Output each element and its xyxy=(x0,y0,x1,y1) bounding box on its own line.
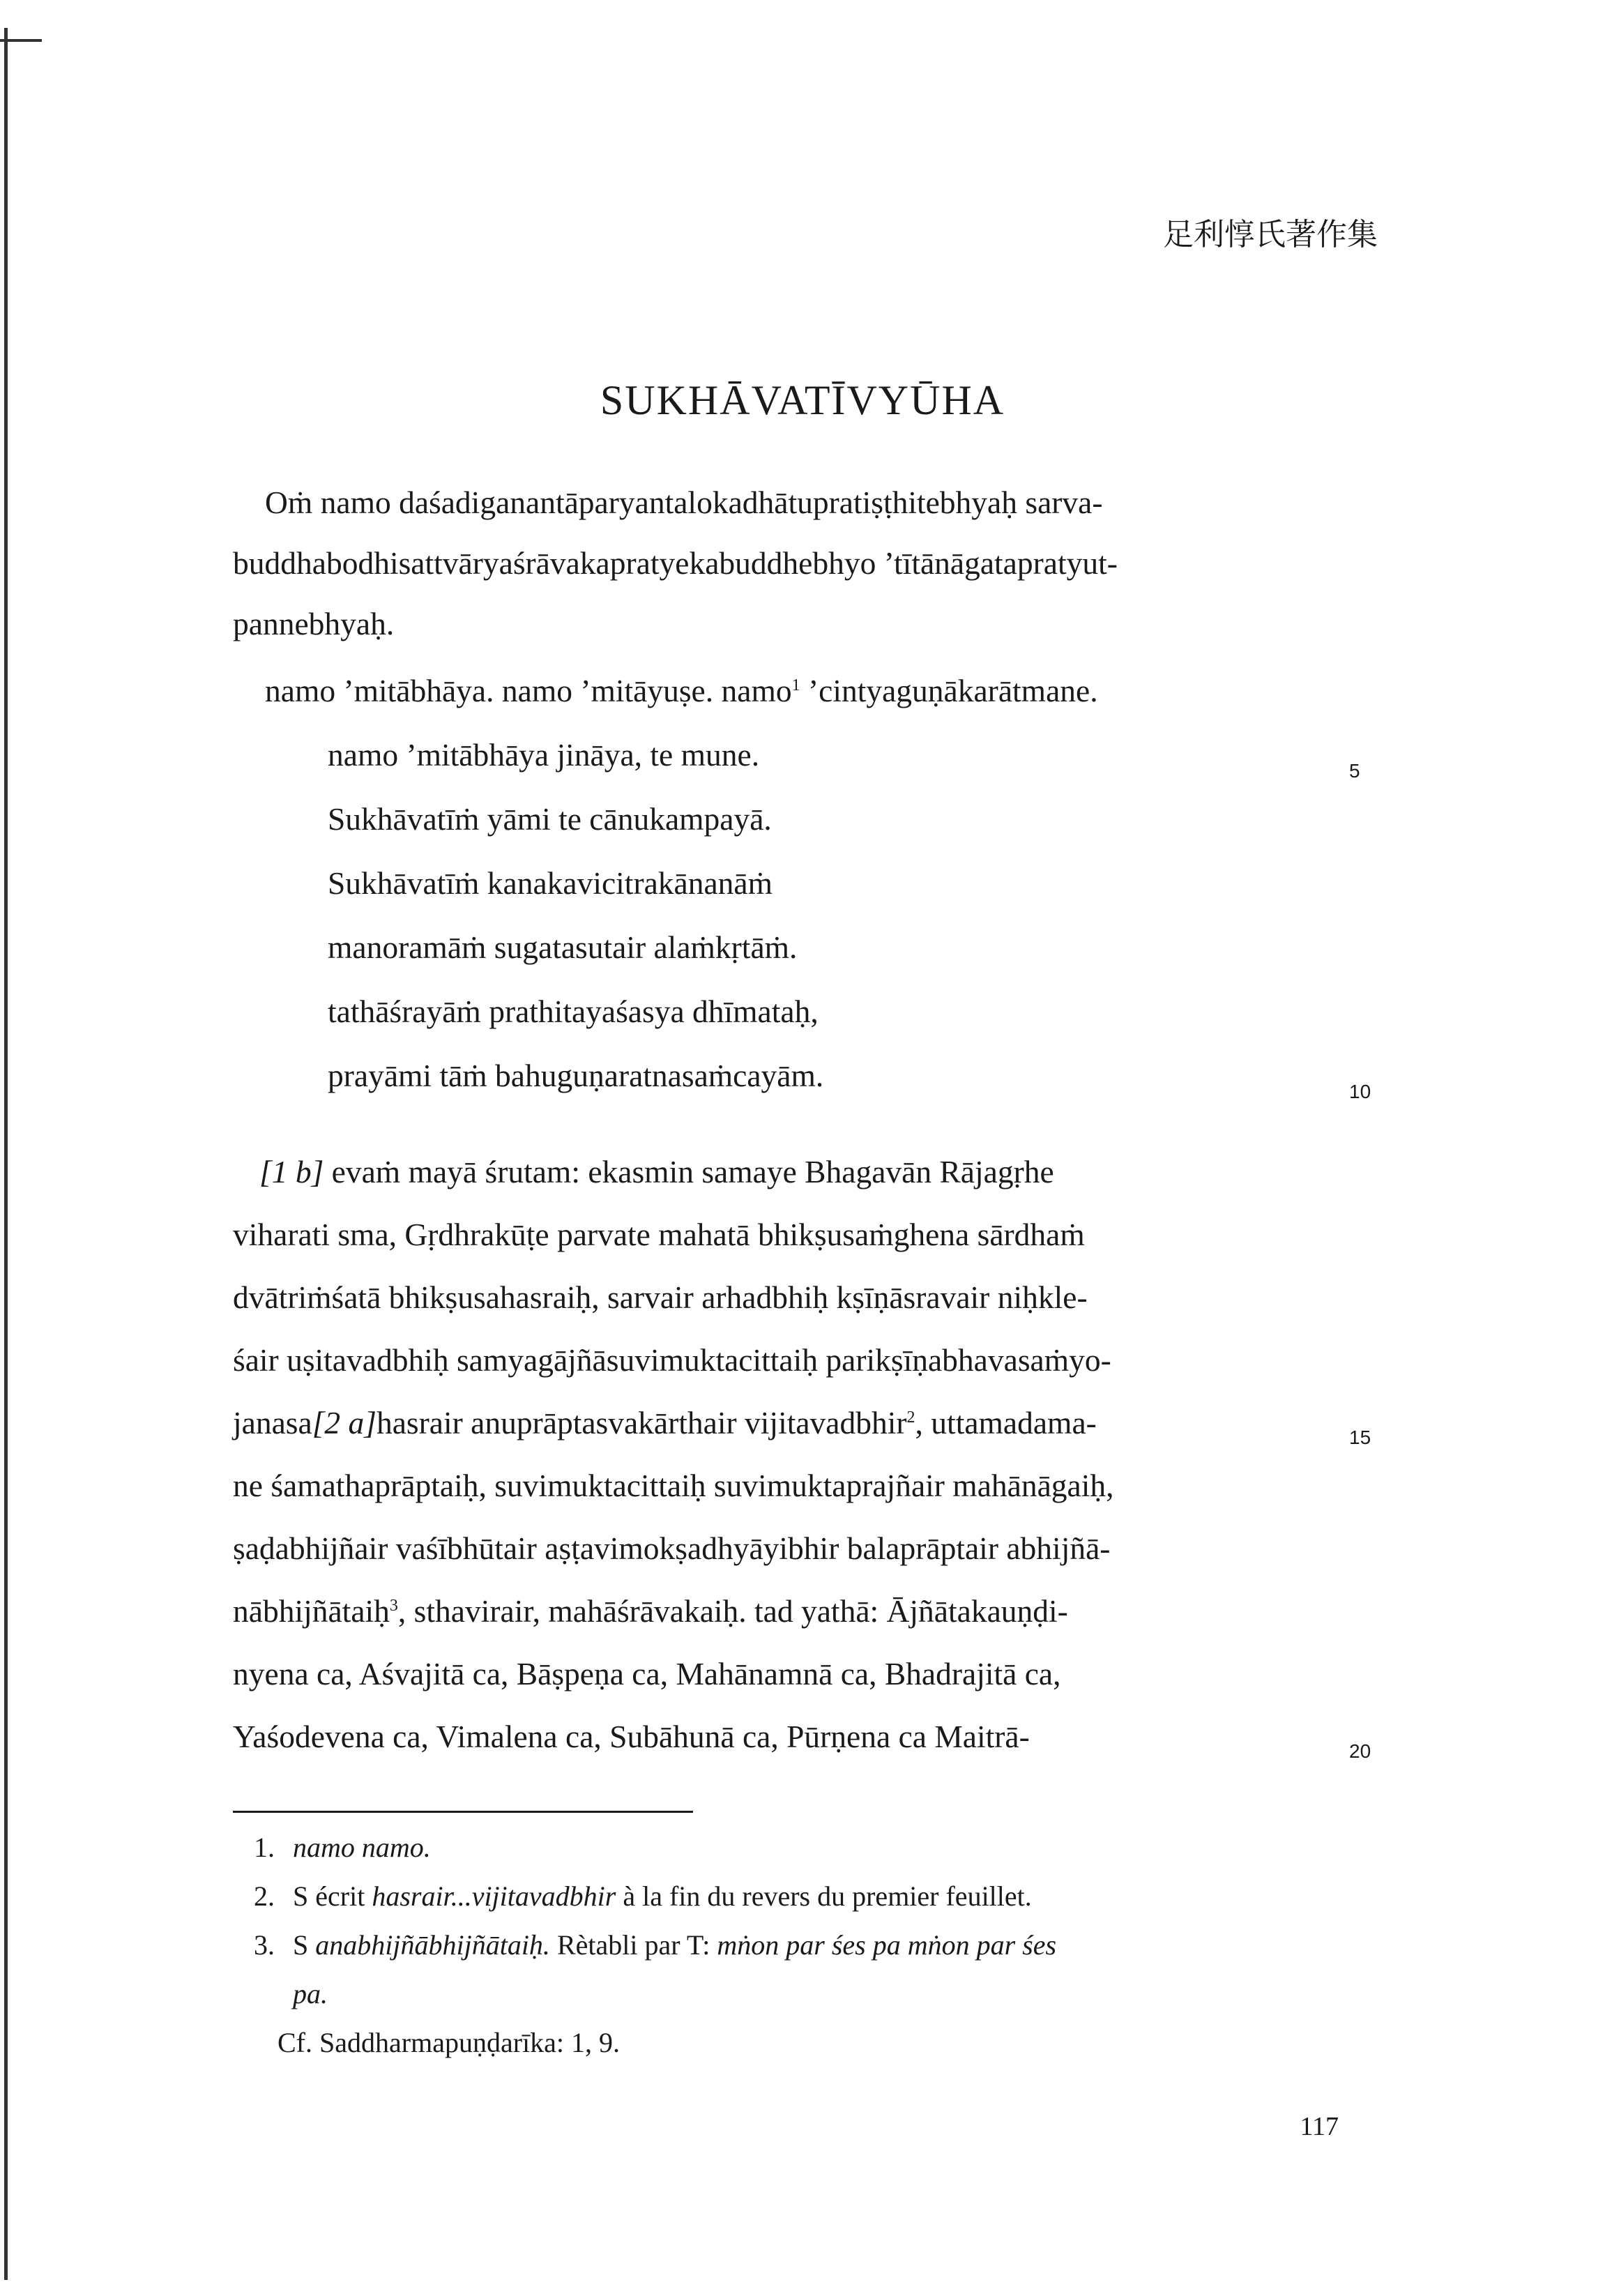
line-number: 15 xyxy=(1349,1427,1371,1448)
page-binding-edge xyxy=(4,28,8,2280)
footnote-cf: Cf. Saddharmapuṇḍarīka: 1, 9. xyxy=(277,2027,620,2058)
footnote-marker: 2 xyxy=(906,1408,915,1427)
text-line: Oṁ namo daśadiganantāparyantalokadhātupratiṣṭhitebhyaḥ sarva- xyxy=(265,485,1103,520)
text-line: nābhijñātaiḥ$^3$, sthavirair, mahāśrāvakaiḥ. tad yathā: Ājñātakauṇḍi- xyxy=(233,1593,1068,1629)
text-line: viharati sma, Gṛdhrakūṭe parvate mahatā bhikṣusaṁghena sārdhaṁ xyxy=(233,1217,1085,1252)
footnote-separator xyxy=(233,1811,693,1813)
text-line: pannebhyaḥ. xyxy=(233,606,395,641)
text-line: buddhabodhisattvāryaśrāvakapratyekabuddhebhyo ’tītānāgatapratyut- xyxy=(233,545,1118,581)
verse-line: tathāśrayāṁ prathitayaśasya dhīmataḥ, xyxy=(328,994,819,1029)
footnote-continuation: pa. xyxy=(293,1978,328,2009)
verse-line: namo ’mitābhāya jināya, te mune. xyxy=(328,737,760,773)
footnote-marker: 3 xyxy=(389,1596,398,1615)
verse-line: manoramāṁ sugatasutair alaṁkṛtāṁ. xyxy=(328,929,798,965)
folio-reference: [2 a] xyxy=(312,1405,376,1440)
page-title: SUKHĀVATĪVYŪHA xyxy=(600,377,1005,423)
footnote-marker: 1 xyxy=(791,676,800,694)
footnote: 2. S écrit hasrair...vijitavadbhir à la fin du revers du premier feuillet. xyxy=(254,1880,1032,1912)
binding-mark xyxy=(0,39,42,42)
text-line: Yaśodevena ca, Vimalena ca, Subāhunā ca, Pūrṇena ca Maitrā- xyxy=(233,1719,1030,1754)
running-header: 足利惇氏著作集 xyxy=(1163,217,1378,252)
text-line: śair uṣitavadbhiḥ samyagājñāsuvimuktacittaiḥ parikṣīṇabhavasaṁyo- xyxy=(233,1342,1111,1378)
folio-reference: [1 b] xyxy=(259,1154,324,1189)
text-line: dvātriṁśatā bhikṣusahasraiḥ, sarvair arhadbhiḥ kṣīṇāsravair niḥkle- xyxy=(233,1279,1088,1315)
text-line: janasa[2 a]hasrair anuprāptasvakārthair vijitavadbhir$^2$, uttamadama- xyxy=(233,1405,1097,1440)
line-number: 20 xyxy=(1349,1740,1371,1762)
footnote: 3. S anabhijñābhijñātaiḥ. Rètabli par T: mṅon par śes pa mṅon par śes xyxy=(254,1929,1057,1961)
text-line: ne śamathaprāptaiḥ, suvimuktacittaiḥ suvimuktaprajñair mahānāgaiḥ, xyxy=(233,1468,1114,1503)
text-line: ṣaḍabhijñair vaśībhūtair aṣṭavimokṣadhyāyibhir balaprāptair abhijñā- xyxy=(233,1530,1111,1566)
verse-line: Sukhāvatīṁ yāmi te cānukampayā. xyxy=(328,801,772,837)
footnote: 1. namo namo. xyxy=(254,1832,431,1863)
line-number: 5 xyxy=(1349,760,1360,782)
text-line: namo ’mitābhāya. namo ’mitāyuṣe. namo$^1$ ’cintyaguṇākarātmane. xyxy=(265,673,1098,708)
verse-line: Sukhāvatīṁ kanakavicitrakānanāṁ xyxy=(328,865,773,901)
page-number: 117 xyxy=(1300,2112,1339,2141)
verse-line: prayāmi tāṁ bahuguṇaratnasaṁcayām. xyxy=(328,1058,824,1093)
line-number: 10 xyxy=(1349,1081,1371,1102)
text-line: nyena ca, Aśvajitā ca, Bāṣpeṇa ca, Mahānamnā ca, Bhadrajitā ca, xyxy=(233,1656,1061,1691)
text-line: [1 b] evaṁ mayā śrutam: ekasmin samaye Bhagavān Rājagṛhe xyxy=(259,1154,1054,1189)
